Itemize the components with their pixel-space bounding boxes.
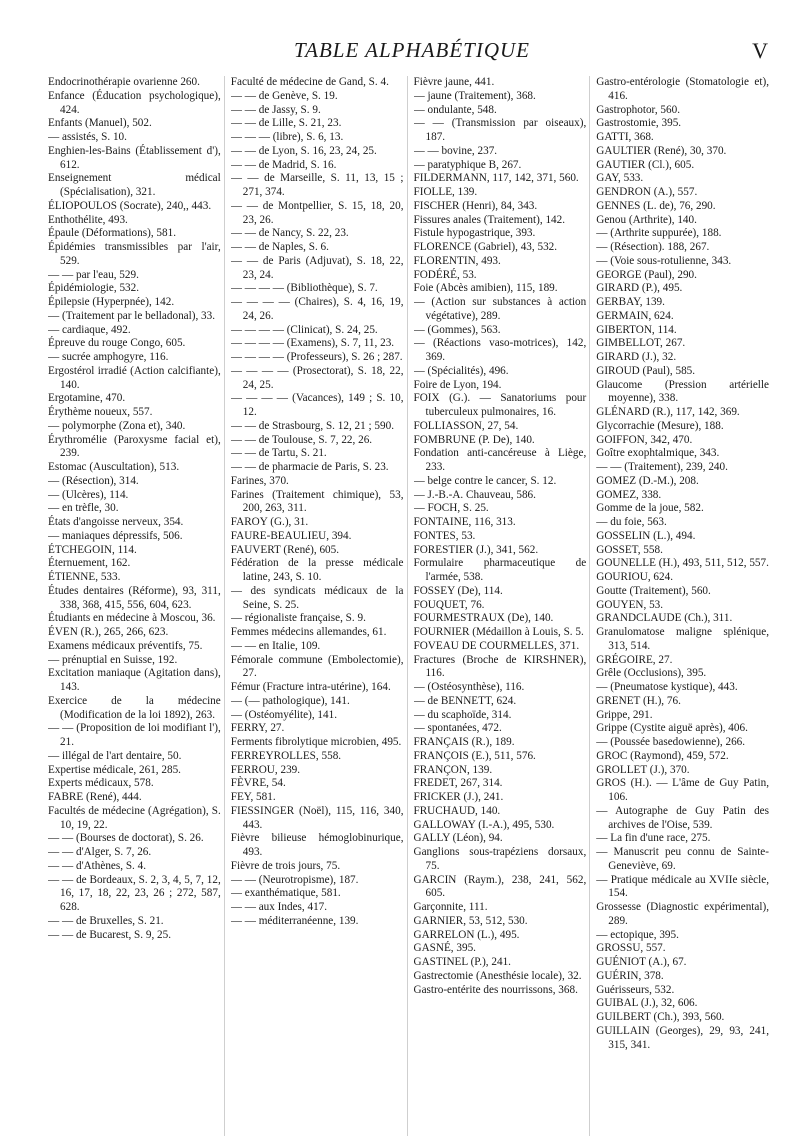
index-entry: — (Résection), 314. <box>48 474 139 487</box>
index-entry: — cardiaque, 492. <box>48 323 131 336</box>
index-entry: — polymorphe (Zona et), 340. <box>48 419 186 432</box>
index-entry: GRANDCLAUDE (Ch.), 311. <box>596 612 733 625</box>
index-entry: — — — — (Examens), S. 7, 11, 23. <box>230 337 395 350</box>
index-entry: Fièvre bilieuse hémoglobinurique, 493. <box>230 832 404 858</box>
index-entry: — (Réactions vaso-motrices), 142, 369. <box>413 337 587 363</box>
index-entry: — — de Madrid, S. 16. <box>230 158 337 171</box>
index-entry: — (Action sur substances à action végétative), 289. <box>413 296 587 322</box>
index-entry: — — en Italie, 109. <box>230 639 321 652</box>
index-entry: GASNÉ, 395. <box>413 942 476 955</box>
index-entry: — — d'Alger, S. 7, 26. <box>48 846 152 858</box>
index-entry: FISCHER (Henri), 84, 343. <box>413 199 538 212</box>
index-entry: GUILBERT (Ch.), 393, 560. <box>596 1011 725 1023</box>
index-entry: FÈVRE, 54. <box>230 777 286 790</box>
index-entry: Fièvre de trois jours, 75. <box>230 859 341 872</box>
index-entry: Grossesse (Diagnostic expérimental), 289. <box>596 901 769 927</box>
index-entry: Épreuve du rouge Congo, 605. <box>48 337 186 350</box>
index-column-4 <box>596 76 772 1136</box>
index-entry: Éternuement, 162. <box>48 557 131 570</box>
index-entry: ÉTIENNE, 533. <box>48 571 121 583</box>
index-entry: — — (Transmission par oiseaux), 187. <box>413 117 587 143</box>
index-entry: Genou (Arthrite), 140. <box>596 213 697 226</box>
index-entry: — ectopique, 395. <box>596 928 679 941</box>
index-entry: — — de Lille, S. 21, 23. <box>230 117 342 130</box>
index-entry: — (Arthrite suppurée), 188. <box>596 227 722 240</box>
index-entry: Glycorrachie (Mesure), 188. <box>596 419 724 432</box>
index-entry: — — de Bordeaux, S. 2, 3, 4, 5, 7, 12, 16, 17, 18, 22, 23, 26 ; 272, 587, 628. <box>48 873 221 913</box>
running-title: TABLE ALPHABÉTIQUE <box>294 38 530 62</box>
index-entry: FRUCHAUD, 140. <box>413 804 501 817</box>
index-entry: Enseignement médical (Spécialisation), 321. <box>48 172 221 198</box>
index-entry: FRANÇAIS (R.), 189. <box>413 736 515 748</box>
index-entry: — — de Lyon, S. 16, 23, 24, 25. <box>230 144 377 157</box>
index-entry: Étudiants en médecine à Moscou, 36. <box>48 612 216 625</box>
index-entry: Ganglions sous-trapéziens dorsaux, 75. <box>413 846 587 872</box>
index-entry: Enthothélite, 493. <box>48 213 128 226</box>
index-entry: GROSSU, 557. <box>596 942 666 955</box>
index-entry: Grêle (Occlusions), 395. <box>596 667 707 680</box>
index-entry: FAURE-BEAULIEU, 394. <box>230 529 352 542</box>
index-entry: FONTES, 53. <box>413 529 476 542</box>
index-entry: — exanthématique, 581. <box>230 887 341 900</box>
index-entry: Goître exophtalmique, 343. <box>596 447 720 460</box>
index-entry: GIRARD (P.), 495. <box>596 282 683 295</box>
index-entry: Épidémies transmissibles par l'air, 529. <box>48 241 221 267</box>
index-entry: FOMBRUNE (P. De), 140. <box>413 433 535 446</box>
index-entry: — (Résection). 188, 267. <box>596 241 710 253</box>
index-entry: GUÉRIN, 378. <box>596 969 664 982</box>
index-entry: — — (Bourses de doctorat), S. 26. <box>48 832 204 845</box>
index-entry: GIRARD (J.), 32. <box>596 351 677 363</box>
index-entry: — — — — (Chaires), S. 4, 16, 19, 24, 26. <box>230 296 404 322</box>
index-entry: FIOLLE, 139. <box>413 186 478 198</box>
index-entry: Excitation maniaque (Agitation dans), 143. <box>48 667 221 693</box>
page-number: V <box>752 38 768 63</box>
index-entry: — Manuscrit peu connu de Sainte-Geneviève, 69. <box>596 846 769 872</box>
index-entry: Expertise médicale, 261, 285. <box>48 763 181 776</box>
index-entry: — — — — (Vacances), 149 ; S. 10, 12. <box>230 392 404 418</box>
index-entry: GAULTIER (René), 30, 370. <box>596 144 727 157</box>
index-entry: — jaune (Traitement), 368. <box>413 89 536 102</box>
index-entry: FEY, 581. <box>230 791 276 803</box>
index-entry: FOSSEY (De), 114. <box>413 584 503 597</box>
index-entry: ÉLIOPOULOS (Socrate), 240,, 443. <box>48 199 212 212</box>
index-entry: GASTINEL (P.), 241. <box>413 956 511 968</box>
index-entry: FAROY (G.), 31. <box>230 516 309 528</box>
index-entry: — Pratique médicale au XVIIe siècle, 154. <box>596 873 769 900</box>
index-entry: Experts médicaux, 578. <box>48 777 154 790</box>
index-entry: Gastrectomie (Anesthésie locale), 32. <box>413 969 582 982</box>
index-entry: FOURMESTRAUX (De), 140. <box>413 612 554 625</box>
index-entry: — (Gommes), 563. <box>413 323 501 336</box>
index-entry: GRENET (H.), 76. <box>596 694 681 707</box>
index-entry: Formulaire pharmaceutique de l'armée, 538. <box>413 557 587 583</box>
index-entry: GENDRON (A.), 557. <box>596 186 698 198</box>
index-entry: Farines (Traitement chimique), 53, 200, 263, 311. <box>230 488 404 515</box>
index-entry: FRANÇON, 139. <box>413 763 493 776</box>
index-entry: GOMEZ, 338. <box>596 488 662 501</box>
index-entry: GATTI, 368. <box>596 131 654 143</box>
index-entry: — — de Tartu, S. 21. <box>230 447 327 460</box>
index-entry: Foie (Abcès amibien), 115, 189. <box>413 282 558 295</box>
index-entry: — du foie, 563. <box>596 516 667 528</box>
index-entry: GUILLAIN (Georges), 29, 93, 241, 315, 341. <box>596 1024 769 1051</box>
index-entry: — — d'Athènes, S. 4. <box>48 859 147 872</box>
index-columns <box>48 76 772 1136</box>
index-entry: FLORENTIN, 493. <box>413 254 501 267</box>
index-entry: FLORENCE (Gabriel), 43, 532. <box>413 241 558 253</box>
index-entry: — — de pharmacie de Paris, S. 23. <box>230 461 389 473</box>
index-entry: — en trèfle, 30. <box>48 502 119 515</box>
index-entry: GOMEZ (D.-M.), 208. <box>596 474 699 487</box>
index-entry: Fractures (Broche de KIRSHNER), 116. <box>413 653 587 680</box>
index-entry: — maniaques dépressifs, 506. <box>48 529 183 542</box>
index-entry: — — (Traitement), 239, 240. <box>596 461 728 473</box>
index-entry: — — — — (Professeurs), S. 26 ; 287. <box>230 351 403 363</box>
index-entry: GOSSET, 558. <box>596 543 663 556</box>
index-entry: Glaucome (Pression artérielle moyenne), 338. <box>596 378 769 405</box>
index-entry: FOUQUET, 76. <box>413 598 485 611</box>
index-column-2 <box>231 76 408 1136</box>
index-entry: FONTAINE, 116, 313. <box>413 516 516 528</box>
index-entry: Fédération de la presse médicale latine, 243, S. 10. <box>230 557 404 583</box>
index-entry: FABRE (René), 444. <box>48 791 142 803</box>
index-entry: — (Poussée basedowienne), 266. <box>596 736 746 748</box>
index-entry: — — de Jassy, S. 9. <box>230 103 321 116</box>
index-entry: Épilepsie (Hyperpnée), 142. <box>48 296 175 308</box>
index-entry: ÉTCHEGOIN, 114. <box>48 543 137 556</box>
index-entry: — du scaphoïde, 314. <box>413 708 512 721</box>
index-entry: Granulomatose maligne splénique, 313, 514. <box>596 626 769 652</box>
index-entry: GAY, 533. <box>596 172 644 185</box>
index-entry: GIBERTON, 114. <box>596 323 677 336</box>
index-entry: — ondulante, 548. <box>413 103 497 116</box>
index-entry: Femmes médecins allemandes, 61. <box>230 626 387 638</box>
index-entry: — — méditerranéenne, 139. <box>230 914 359 927</box>
index-entry: Ergostérol irradié (Action calcifiante), 140. <box>48 364 221 391</box>
index-entry: Garçonnite, 111. <box>413 901 488 913</box>
index-entry: — — de Bruxelles, S. 21. <box>48 914 164 927</box>
index-entry: GOUNELLE (H.), 493, 511, 512, 557. <box>596 557 769 570</box>
index-entry: Guérisseurs, 532. <box>596 983 675 996</box>
index-entry: Fondation anti-cancéreuse à Liège, 233. <box>413 447 587 473</box>
index-entry: GIROUD (Paul), 585. <box>596 364 696 377</box>
index-entry: FRICKER (J.), 241. <box>413 791 504 803</box>
index-entry: — (Traitement par le belladonal), 33. <box>48 309 216 322</box>
index-entry: GRÉGOIRE, 27. <box>596 653 673 666</box>
index-entry: — (— pathologique), 141. <box>230 694 350 707</box>
index-entry: — FOCH, S. 25. <box>413 502 489 515</box>
index-entry: Grippe (Cystite aiguë après), 406. <box>596 722 748 735</box>
index-entry: GUIBAL (J.), 32, 606. <box>596 997 698 1010</box>
index-entry: Exercice de la médecine (Modification de la loi 1892), 263. <box>48 694 221 721</box>
index-entry: — (Ulcères), 114. <box>48 488 129 501</box>
index-entry: GIMBELLOT, 267. <box>596 337 686 350</box>
index-entry: — — de Naples, S. 6. <box>230 241 329 253</box>
index-entry: FREDET, 267, 314. <box>413 777 503 790</box>
index-entry: — La fin d'une race, 275. <box>596 832 711 845</box>
index-entry: GARRELON (L.), 495. <box>413 928 520 941</box>
index-column-1 <box>48 76 225 1136</box>
index-entry: — illégal de l'art dentaire, 50. <box>48 749 182 762</box>
index-entry: — — de Montpellier, S. 15, 18, 20, 23, 26. <box>230 199 404 226</box>
index-entry: GENNES (L. de), 76, 290. <box>596 199 716 212</box>
index-entry: États d'angoisse nerveux, 354. <box>48 516 184 528</box>
page-header <box>56 38 768 68</box>
index-entry: FODÉRÉ, 53. <box>413 268 477 281</box>
index-entry: ÉVEN (R.), 265, 266, 623. <box>48 626 169 638</box>
index-entry: — paratyphique B, 267. <box>413 158 522 171</box>
index-entry: Gastro-entérologie (Stomatologie et), 416. <box>596 76 769 102</box>
index-entry: — (Ostéomyélite), 141. <box>230 708 338 721</box>
index-entry: — — de Paris (Adjuvat), S. 18, 22, 23, 24. <box>230 254 404 281</box>
index-entry: — — (Neurotropisme), 187. <box>230 873 359 886</box>
index-entry: GOUYEN, 53. <box>596 598 664 611</box>
index-entry: — — de Bucarest, S. 9, 25. <box>48 928 172 941</box>
index-entry: — — de Toulouse, S. 7, 22, 26. <box>230 433 373 446</box>
index-entry: FERRY, 27. <box>230 722 285 735</box>
index-entry: GAUTIER (Cl.), 605. <box>596 158 695 171</box>
index-entry: — Autographe de Guy Patin des archives de l'Oise, 539. <box>596 804 769 831</box>
index-entry: Gomme de la joue, 582. <box>596 502 704 515</box>
index-entry: — assistés, S. 10. <box>48 131 127 143</box>
index-entry: — — aux Indes, 417. <box>230 901 328 913</box>
index-entry: Facultés de médecine (Agrégation), S. 10, 19, 22. <box>48 804 221 831</box>
index-entry: GUÉNIOT (A.), 67. <box>596 956 687 968</box>
index-entry: Enghien-les-Bains (Établissement d'), 612. <box>48 144 221 171</box>
index-entry: FILDERMANN, 117, 142, 371, 560. <box>413 172 579 185</box>
index-entry: GROS (H.). — L'âme de Guy Patin, 106. <box>596 777 769 803</box>
index-entry: GOIFFON, 342, 470. <box>596 433 693 446</box>
index-entry: — (Voie sous-rotulienne, 343. <box>596 254 732 267</box>
index-entry: Examens médicaux préventifs, 75. <box>48 639 203 652</box>
index-entry: Enfants (Manuel), 502. <box>48 117 152 130</box>
index-entry: GERBAY, 139. <box>596 296 665 308</box>
index-entry: — — de Marseille, S. 11, 13, 15 ; 271, 374. <box>230 172 404 198</box>
index-entry: — J.-B.-A. Chauveau, 586. <box>413 488 536 501</box>
index-entry: Endocrinothérapie ovarienne 260. <box>48 76 200 88</box>
index-entry: FOLLIASSON, 27, 54. <box>413 419 519 432</box>
index-entry: Fièvre jaune, 441. <box>413 76 495 88</box>
index-entry: GEORGE (Paul), 290. <box>596 268 697 281</box>
index-entry: FOVEAU DE COURMELLES, 371. <box>413 639 580 652</box>
index-entry: FIESSINGER (Noël), 115, 116, 340, 443. <box>230 804 404 831</box>
index-entry: GROLLET (J.), 370. <box>596 763 690 776</box>
index-entry: FORESTIER (J.), 341, 562. <box>413 543 539 556</box>
index-entry: — — par l'eau, 529. <box>48 268 139 281</box>
index-entry: — — — — (Bibliothèque), S. 7. <box>230 282 378 295</box>
index-entry: — sucrée amphogyre, 116. <box>48 351 169 363</box>
index-entry: Fémur (Fracture intra-utérine), 164. <box>230 681 391 693</box>
index-entry: Faculté de médecine de Gand, S. 4. <box>230 76 389 88</box>
index-entry: Estomac (Auscultation), 513. <box>48 461 180 473</box>
index-entry: Fissures anales (Traitement), 142. <box>413 213 566 226</box>
index-entry: Fémorale commune (Embolectomie), 27. <box>230 653 404 680</box>
index-entry: — — de Genève, S. 19. <box>230 89 338 102</box>
index-entry: GOURIOU, 624. <box>596 571 674 583</box>
index-entry: — — bovine, 237. <box>413 144 498 157</box>
index-entry: — — de Nancy, S. 22, 23. <box>230 227 349 240</box>
index-entry: FERROU, 239. <box>230 763 301 776</box>
index-entry: Fistule hypogastrique, 393. <box>413 227 536 240</box>
index-entry: — (Ostéosynthèse), 116. <box>413 681 525 693</box>
index-entry: GROC (Raymond), 459, 572. <box>596 749 729 762</box>
index-entry: — prénuptial en Suisse, 192. <box>48 653 178 666</box>
index-entry: Grippe, 291. <box>596 708 653 721</box>
index-entry: Enfance (Éducation psychologique), 424. <box>48 89 221 116</box>
index-column-3 <box>414 76 591 1136</box>
index-entry: GALLOWAY (I.-A.), 495, 530. <box>413 818 555 831</box>
index-entry: FAUVERT (René), 605. <box>230 543 340 556</box>
index-entry: GARNIER, 53, 512, 530. <box>413 914 528 927</box>
index-entry: FOIX (G.). — Sanatoriums pour tuberculeux pulmonaires, 16. <box>413 392 587 418</box>
index-entry: FRANÇOIS (E.), 511, 576. <box>413 749 536 762</box>
index-entry: Gastro-entérite des nourrissons, 368. <box>413 983 578 996</box>
index-entry: Érythème noueux, 557. <box>48 406 153 418</box>
index-entry: — spontanées, 472. <box>413 722 502 735</box>
index-entry: GERMAIN, 624. <box>596 309 674 322</box>
index-entry: — (Spécialités), 496. <box>413 364 509 377</box>
index-entry: Gastrophotor, 560. <box>596 103 681 116</box>
index-entry: — — — — (Prosectorat), S. 18, 22, 24, 25. <box>230 364 404 391</box>
index-entry: GOSSELIN (L.), 494. <box>596 529 696 542</box>
index-entry: — — — (libre), S. 6, 13. <box>230 131 344 143</box>
index-entry: — régionaliste française, S. 9. <box>230 612 366 625</box>
index-entry: — — — — (Clinicat), S. 24, 25. <box>230 323 378 336</box>
index-entry: Gastrostomie, 395. <box>596 117 682 130</box>
index-entry: — (Pneumatose kystique), 443. <box>596 681 738 693</box>
index-entry: FOURNIER (Médaillon à Louis, S. 5. <box>413 626 584 638</box>
index-entry: Érythromélie (Paroxysme facial et), 239. <box>48 433 221 460</box>
index-entry: — belge contre le cancer, S. 12. <box>413 474 557 487</box>
index-entry: FERREYROLLES, 558. <box>230 749 342 762</box>
index-entry: Épaule (Déformations), 581. <box>48 227 176 240</box>
index-entry: — de BENNETT, 624. <box>413 694 517 707</box>
index-entry: Ferments fibrolytique microbien, 495. <box>230 736 402 748</box>
index-entry: Foire de Lyon, 194. <box>413 378 502 391</box>
index-entry: — des syndicats médicaux de la Seine, S. 25. <box>230 584 404 611</box>
index-entry: Ergotamine, 470. <box>48 392 126 405</box>
index-entry: Épidémiologie, 532. <box>48 282 140 295</box>
index-entry: Études dentaires (Réforme), 93, 311, 338, 368, 415, 556, 604, 623. <box>48 584 221 611</box>
index-entry: GARCIN (Raym.), 238, 241, 562, 605. <box>413 873 587 900</box>
index-entry: — — de Strasbourg, S. 12, 21 ; 590. <box>230 419 395 432</box>
index-entry: Farines, 370. <box>230 474 289 487</box>
index-entry: GLÉNARD (R.), 117, 142, 369. <box>596 406 740 418</box>
index-entry: Goutte (Traitement), 560. <box>596 584 711 597</box>
index-entry: GALLY (Léon), 94. <box>413 832 503 845</box>
index-entry: — — (Proposition de loi modifiant l'), 21. <box>48 722 221 748</box>
